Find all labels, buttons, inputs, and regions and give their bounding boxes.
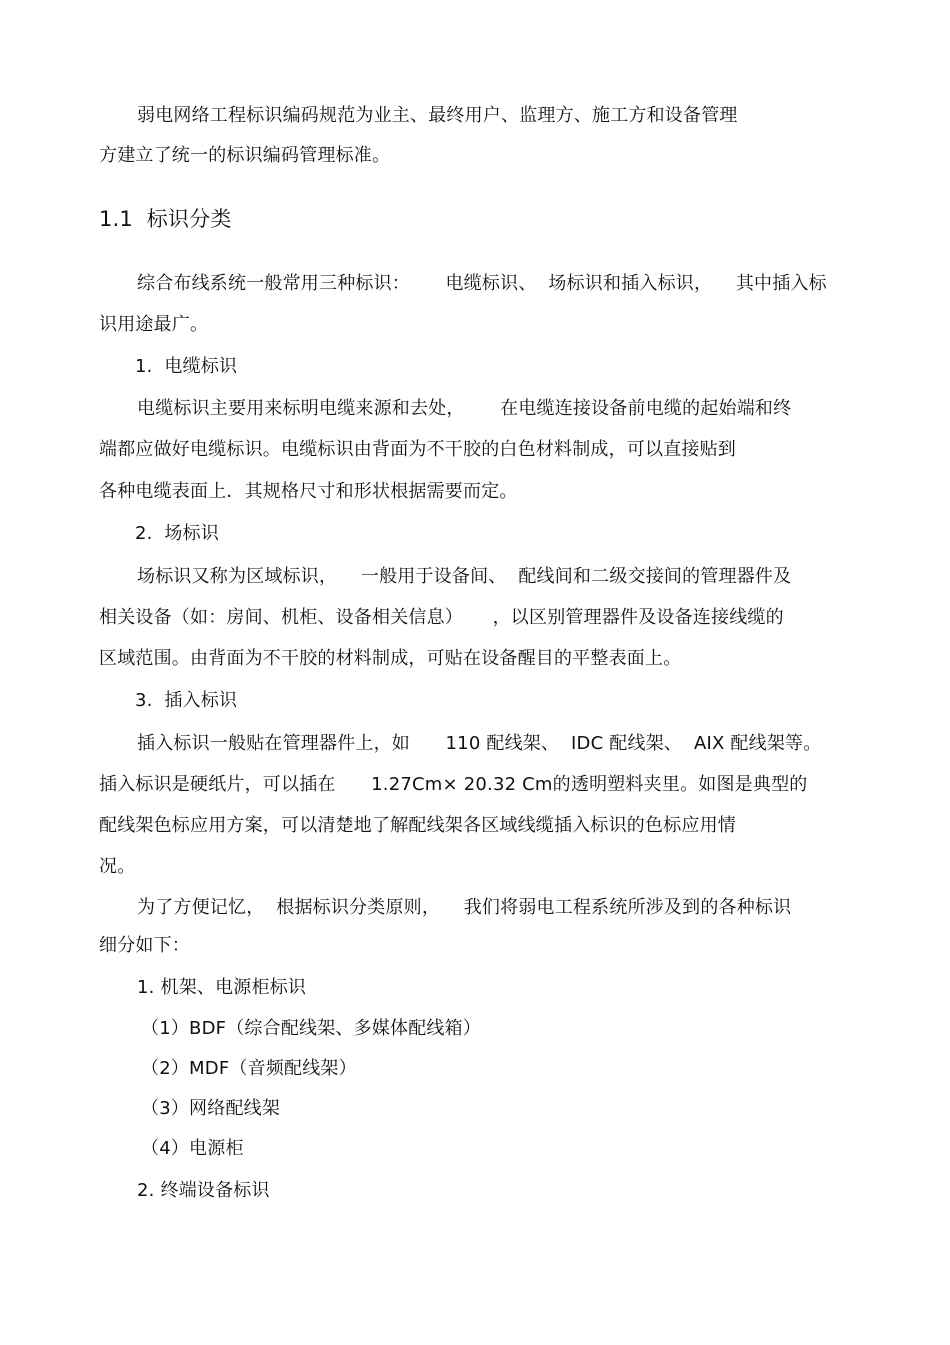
summary-line-2: 细分如下： xyxy=(99,935,190,956)
insert-line-3: 配线架色标应用方案，可以清楚地了解配线架各区域线缆插入标识的色标应用情 xyxy=(99,815,736,836)
list-sub-item-3: （3）网络配线架 xyxy=(141,1098,281,1119)
intro-line-1: 弱电网络工程标识编码规范为业主、最终用户、监理方、施工方和设备管理 xyxy=(137,105,738,126)
field-line-1: 场标识又称为区域标识， 一般用于设备间、 配线间和二级交接间的管理器件及 xyxy=(137,566,792,587)
summary-line-1: 为了方便记忆， 根据标识分类原则， 我们将弱电工程系统所涉及到的各种标识 xyxy=(137,897,792,918)
list-sub-item-4: （4）电源柜 xyxy=(141,1138,244,1159)
cable-heading: 1. 电缆标识 xyxy=(135,356,238,377)
overview-line-1: 综合布线系统一般常用三种标识： 电缆标识、 场标识和插入标识， 其中插入标 xyxy=(137,273,827,294)
insert-line-2: 插入标识是硬纸片，可以插在 1.27Cm× 20.32 Cm的透明塑料夹里。如图是典型的 xyxy=(99,774,808,795)
field-heading: 2. 场标识 xyxy=(135,523,220,544)
overview-line-2: 识用途最广。 xyxy=(99,314,209,335)
section-heading: 1.1 标识分类 xyxy=(99,207,232,231)
insert-line-4: 况。 xyxy=(99,856,136,877)
field-line-2: 相关设备（如：房间、机柜、设备相关信息） ，以区别管理器件及设备连接线缆的 xyxy=(99,607,784,628)
cable-line-3: 各种电缆表面上．其规格尺寸和形状根据需要而定。 xyxy=(99,481,518,502)
list-sub-item-2: （2）MDF（音频配线架） xyxy=(141,1058,357,1079)
list-item-2: 2. 终端设备标识 xyxy=(137,1180,270,1201)
insert-line-1: 插入标识一般贴在管理器件上，如 110 配线架、 IDC 配线架、 AIX 配线架等。 xyxy=(137,733,822,754)
field-line-3: 区域范围。由背面为不干胶的材料制成，可贴在设备醒目的平整表面上。 xyxy=(99,648,682,669)
insert-heading: 3. 插入标识 xyxy=(135,690,238,711)
cable-line-1: 电缆标识主要用来标明电缆来源和去处， 在电缆连接设备前电缆的起始端和终 xyxy=(137,398,792,419)
intro-line-2: 方建立了统一的标识编码管理标准。 xyxy=(99,145,391,166)
cable-line-2: 端都应做好电缆标识。电缆标识由背面为不干胶的白色材料制成，可以直接贴到 xyxy=(99,439,736,460)
list-sub-item-1: （1）BDF（综合配线架、多媒体配线箱） xyxy=(141,1018,482,1039)
list-item-1: 1. 机架、电源柜标识 xyxy=(137,977,307,998)
